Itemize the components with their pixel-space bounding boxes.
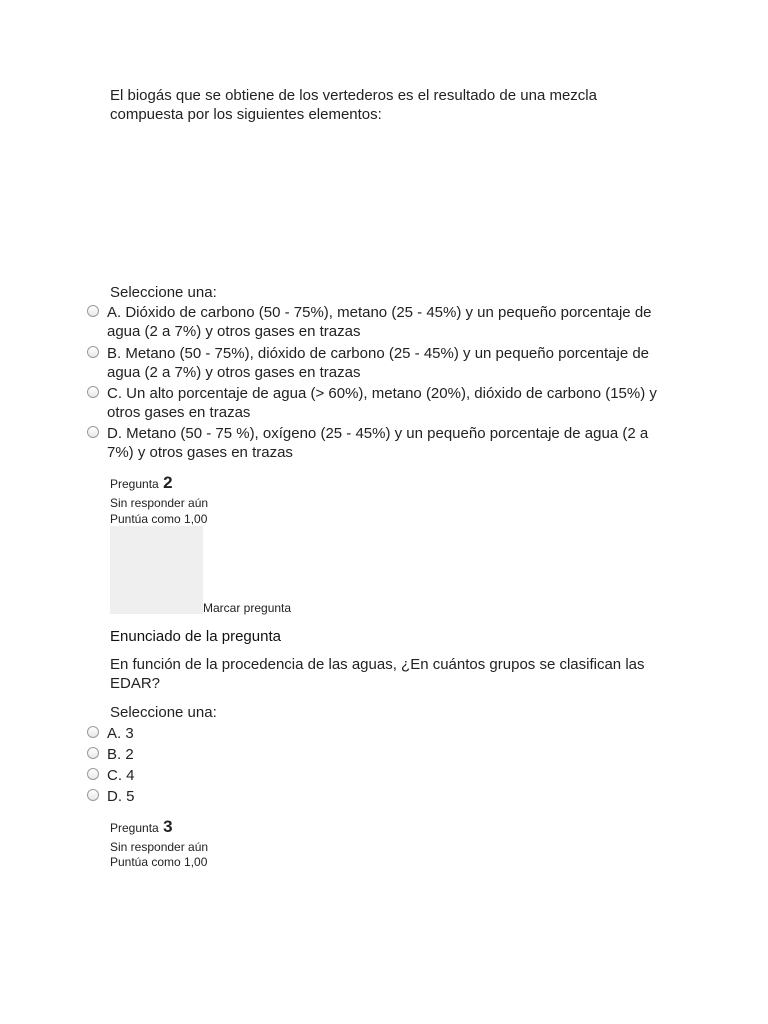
question-2-prompt: Seleccione una: <box>110 704 217 721</box>
question-3-score: Puntúa como 1,00 <box>110 855 208 869</box>
question-1-prompt: Seleccione una: <box>110 284 217 301</box>
option-d-label[interactable]: D. 5 <box>107 788 135 805</box>
option-d-label[interactable]: D. Metano (50 - 75 %), oxígeno (25 - 45%) y un pequeño porcentaje de agua (2 a 7%) y otros gases en trazas <box>107 425 649 461</box>
radio-button-b[interactable] <box>87 747 99 759</box>
radio-button-c[interactable] <box>87 386 99 398</box>
option-b-label[interactable]: B. Metano (50 - 75%), dióxido de carbono (25 - 45%) y un pequeño porcentaje de agua (2 a 7%) y otros gases en trazas <box>107 345 650 381</box>
question-2-score: Puntúa como 1,00 <box>110 512 208 526</box>
question-number: 2 <box>163 473 173 492</box>
question-word: Pregunta <box>110 477 159 491</box>
question-1-text: El biogás que se obtiene de los vertederos es el resultado de una mezcla compuesta por los siguientes elementos: <box>110 87 597 123</box>
question-3-header <box>110 817 173 837</box>
option-c-label[interactable]: C. Un alto porcentaje de agua (> 60%), metano (20%), dióxido de carbono (15%) y otros gases en trazas <box>107 385 657 421</box>
option-b-label[interactable]: B. 2 <box>107 746 134 763</box>
question-3-status: Sin responder aún <box>110 840 209 854</box>
question-word: Pregunta <box>110 821 159 835</box>
question-2-section-title: Enunciado de la pregunta <box>110 628 281 645</box>
radio-button-a[interactable] <box>87 726 99 738</box>
question-number: 3 <box>163 817 173 836</box>
radio-button-a[interactable] <box>87 305 99 317</box>
question-2-text: En función de la procedencia de las aguas, ¿En cuántos grupos se clasifican las EDAR? <box>110 656 645 692</box>
question-2-status: Sin responder aún <box>110 496 209 510</box>
question-2-header <box>110 473 173 493</box>
flag-icon-placeholder[interactable] <box>110 526 203 614</box>
radio-button-d[interactable] <box>87 789 99 801</box>
option-a-label[interactable]: A. Dióxido de carbono (50 - 75%), metano (25 - 45%) y un pequeño porcentaje de agua (2 a 7%) y otros gases en trazas <box>107 304 652 340</box>
radio-button-b[interactable] <box>87 346 99 358</box>
flag-question-link[interactable]: Marcar pregunta <box>203 601 292 615</box>
option-a-label[interactable]: A. 3 <box>107 725 134 742</box>
option-c-label[interactable]: C. 4 <box>107 767 135 784</box>
radio-button-d[interactable] <box>87 426 99 438</box>
radio-button-c[interactable] <box>87 768 99 780</box>
